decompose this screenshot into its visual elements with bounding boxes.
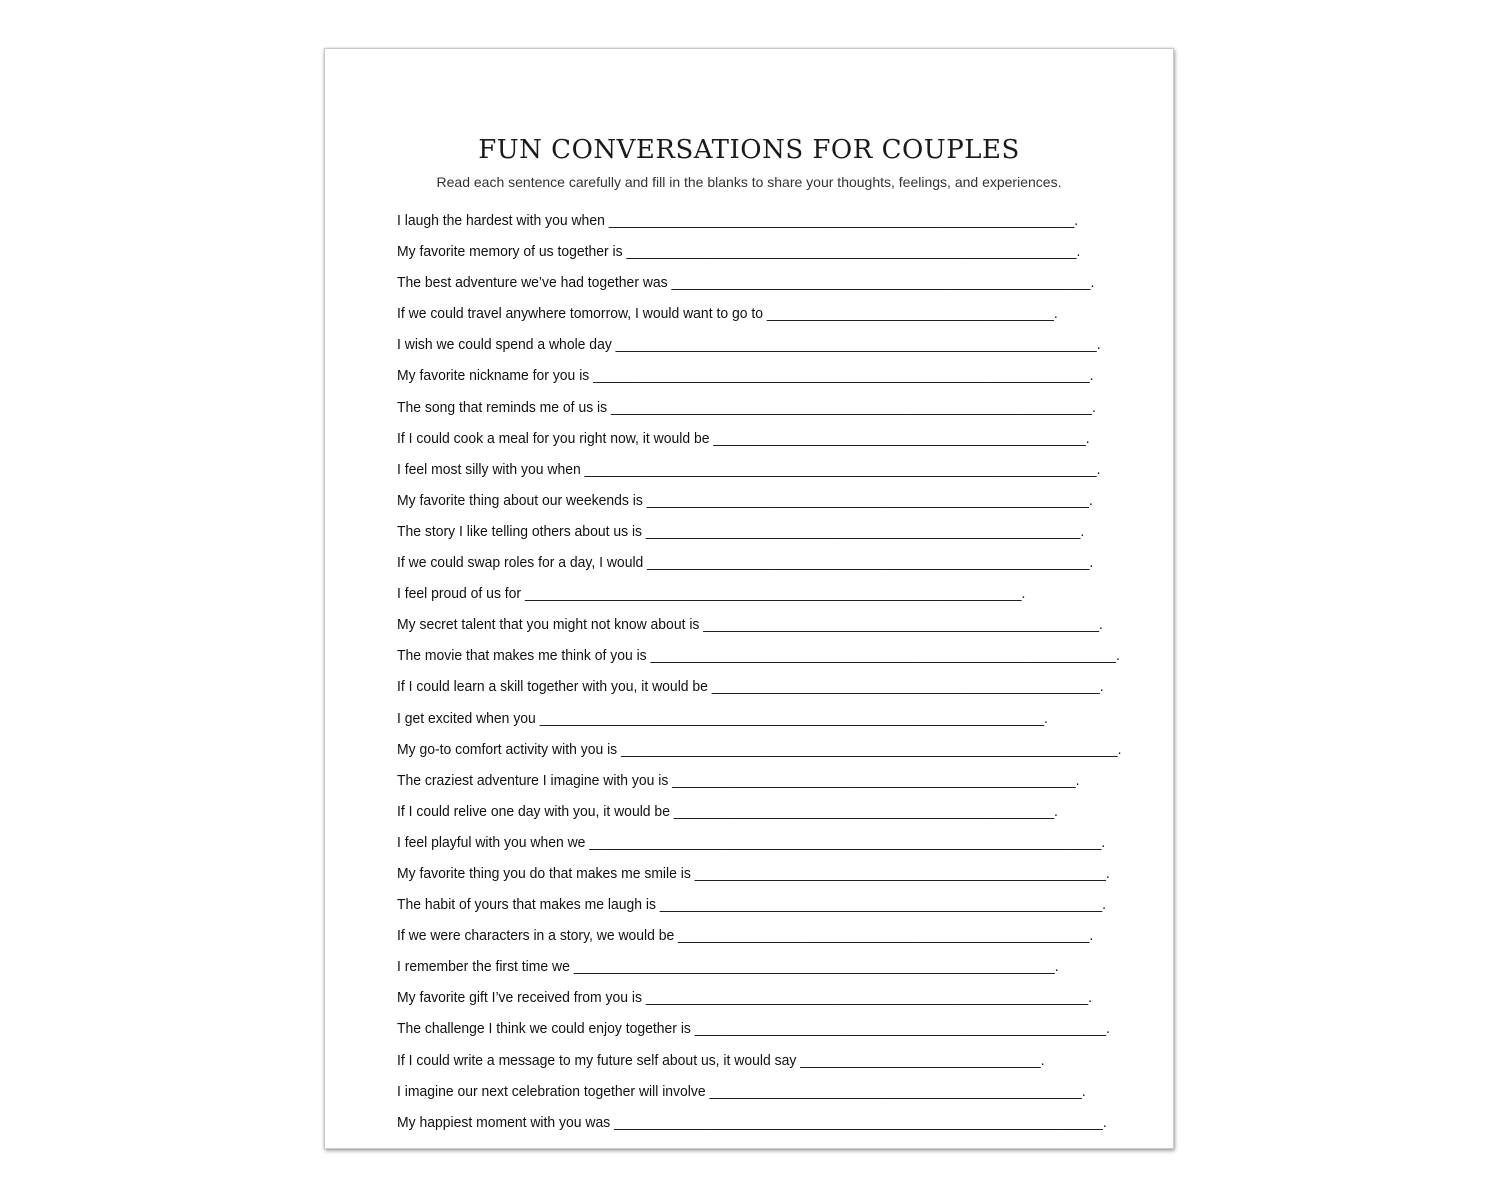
prompt-item: I feel proud of us for ________________________________________________________________.	[397, 585, 1026, 603]
prompt-item: If I could cook a meal for you right now, it would be ________________________________________________.	[397, 429, 1090, 447]
prompt-item: The craziest adventure I imagine with you is ____________________________________________________.	[397, 771, 1080, 789]
prompt-item: I feel playful with you when we __________________________________________________________________.	[397, 833, 1106, 851]
worksheet-instructions: Read each sentence carefully and fill in the blanks to share your thoughts, feelings, and experiences.	[436, 174, 1062, 190]
prompt-item: My favorite thing you do that makes me smile is _____________________________________________________.	[397, 864, 1110, 882]
prompt-item: The movie that makes me think of you is ____________________________________________________________.	[397, 647, 1120, 665]
prompt-item: If I could relive one day with you, it would be _________________________________________________.	[397, 802, 1058, 820]
prompt-item: The story I like telling others about us is ________________________________________________________.	[397, 522, 1085, 540]
prompt-item: My go-to comfort activity with you is ________________________________________________________________.	[397, 740, 1122, 758]
prompt-item: My favorite gift I’ve received from you is _________________________________________________________.	[397, 989, 1092, 1007]
prompt-item: If I could write a message to my future self about us, it would say _______________________________.	[397, 1051, 1045, 1069]
prompt-list	[397, 205, 1122, 1138]
prompt-item: I remember the first time we ______________________________________________________________.	[397, 958, 1059, 976]
prompt-item: I wish we could spend a whole day ______________________________________________________________.	[397, 336, 1101, 354]
prompt-item: I laugh the hardest with you when ____________________________________________________________.	[397, 212, 1079, 229]
prompt-item: If we could travel anywhere tomorrow, I would want to go to _____________________________________.	[397, 305, 1058, 323]
prompt-item: The challenge I think we could enjoy together is _____________________________________________________.	[397, 1020, 1110, 1038]
worksheet-title: FUN CONVERSATIONS FOR COUPLES	[478, 135, 1020, 165]
prompt-item: The best adventure we’ve had together was ______________________________________________________.	[397, 274, 1095, 292]
prompt-item: If we were characters in a story, we would be _____________________________________________________.	[397, 927, 1094, 945]
prompt-item: I imagine our next celebration together will involve ________________________________________________.	[397, 1082, 1086, 1100]
worksheet-page	[324, 48, 1174, 1149]
prompt-item: If I could learn a skill together with you, it would be __________________________________________________.	[397, 678, 1104, 696]
prompt-item: My secret talent that you might not know about is ___________________________________________________.	[397, 616, 1103, 634]
prompt-item: My favorite thing about our weekends is _________________________________________________________.	[397, 491, 1093, 509]
prompt-item: My happiest moment with you was _______________________________________________________________.	[397, 1113, 1107, 1131]
prompt-item: The song that reminds me of us is ______________________________________________________________.	[397, 398, 1096, 416]
prompt-item: My favorite nickname for you is ________________________________________________________________.	[397, 367, 1094, 385]
prompt-item: I feel most silly with you when __________________________________________________________________.	[397, 460, 1101, 478]
prompt-item: My favorite memory of us together is __________________________________________________________.	[397, 243, 1081, 261]
prompt-item: The habit of yours that makes me laugh is _________________________________________________________.	[397, 896, 1106, 914]
prompt-item: I get excited when you _________________________________________________________________.	[397, 709, 1048, 727]
prompt-item: If we could swap roles for a day, I would _________________________________________________________.	[397, 554, 1094, 572]
